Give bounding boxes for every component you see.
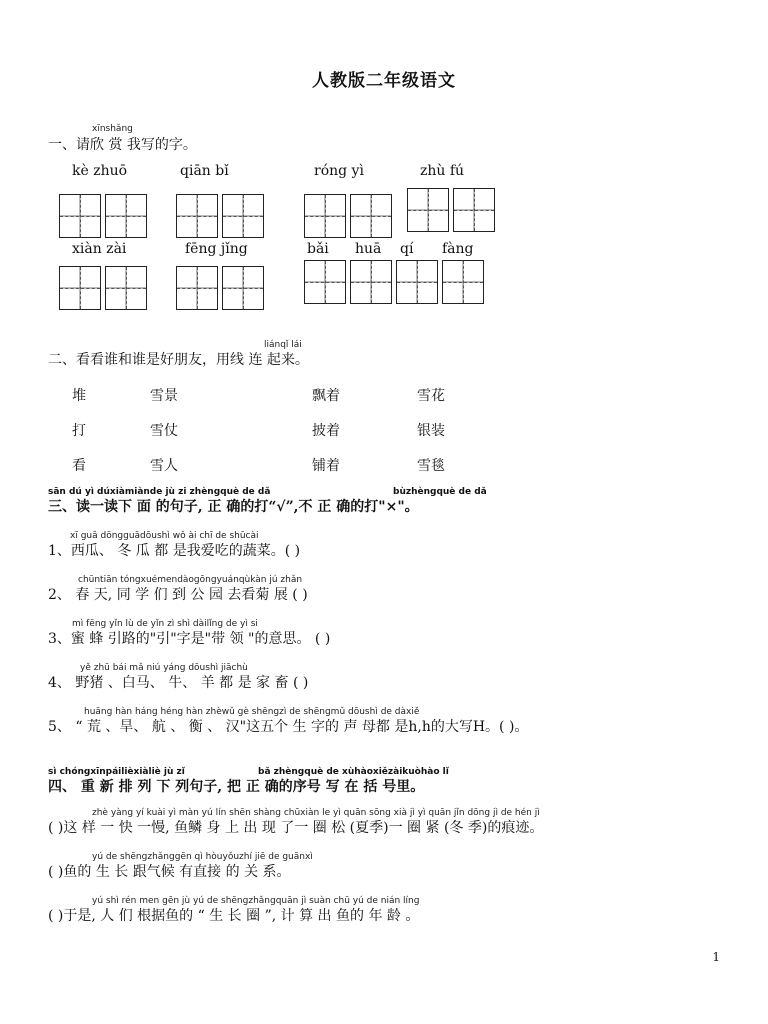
match-word: 雪景 (150, 388, 178, 404)
match-word: 雪仗 (150, 423, 178, 439)
section3-heading: 三、读一读下 面 的句子, 正 确的打“√”,不 正 确的打"×"。 (48, 499, 419, 515)
pinyin-label: kè zhuō (72, 163, 128, 179)
match-word: 看 (72, 458, 86, 474)
section3-heading-pinyin: sān dú yì dúxiàmiànde jù zi zhèngquè de dǎ (48, 487, 271, 497)
section1-heading: 一、请欣 赏 我写的字。 (48, 137, 197, 153)
sentence-pinyin: yú de shēngzhǎnggēn qì hòuyǒuzhí jiē de guānxì (92, 852, 313, 862)
pinyin-label: bǎi (307, 241, 329, 257)
section2-heading-pinyin: liánqǐ lái (264, 340, 302, 350)
pinyin-label: róng yì (314, 163, 364, 179)
writing-grid-box[interactable] (176, 266, 218, 310)
writing-grid-box[interactable] (407, 188, 449, 232)
pinyin-label: zhù fú (420, 163, 465, 179)
sentence-pinyin: xī guā dōngguādōushì wǒ ài chī de shūcài (70, 531, 259, 541)
pinyin-label: qí (400, 241, 414, 257)
writing-grid-box[interactable] (105, 194, 147, 238)
pinyin-label: huā (355, 241, 382, 257)
page-title: 人教版二年级语文 (312, 71, 456, 91)
writing-grid-box[interactable] (59, 194, 101, 238)
judgement-sentence: 3、蜜 蜂 引路的"引"字是"带 领 "的意思。 ( ) (48, 631, 331, 647)
page-number: 1 (712, 950, 720, 964)
writing-grid-box[interactable] (396, 260, 438, 304)
writing-grid-box[interactable] (442, 260, 484, 304)
pinyin-label: fēng jǐng (185, 241, 248, 257)
match-word: 银装 (417, 423, 445, 439)
section1-heading-pinyin: xīnshǎng (92, 124, 133, 134)
match-word: 堆 (72, 388, 86, 404)
writing-grid-box[interactable] (350, 260, 392, 304)
sentence-pinyin: chūntiān tóngxuémendàogōngyuánqùkàn jú zhǎn (78, 575, 303, 585)
sentence-pinyin: mì fēng yǐn lù de yǐn zì shì dàilǐng de yì si (72, 619, 258, 629)
match-word: 雪花 (417, 388, 445, 404)
writing-grid-box[interactable] (453, 188, 495, 232)
writing-grid-box[interactable] (304, 194, 346, 238)
sentence-pinyin: huāng hàn háng héng hàn zhèwǔ gè shēngzì de shēngmǔ dōushì de dàxiě (84, 707, 420, 717)
match-word: 雪毯 (417, 458, 445, 474)
writing-grid-box[interactable] (304, 260, 346, 304)
judgement-sentence: 1、西瓜、 冬 瓜 都 是我爱吃的蔬菜。( ) (48, 543, 301, 559)
writing-grid-box[interactable] (105, 266, 147, 310)
judgement-sentence: 5、 “ 荒 、旱、 航 、 衡 、 汉"这五个 生 字的 声 母都 是h,h的大写H。( )。 (48, 719, 529, 735)
sentence-pinyin: yě zhū bái mǎ niú yáng dōushì jiāchù (80, 663, 248, 673)
judgement-sentence: 4、 野猪 、白马、 牛、 羊 都 是 家 畜 ( ) (48, 675, 309, 691)
match-word: 雪人 (150, 458, 178, 474)
section2-heading: 二、看看谁和谁是好朋友，用线 连 起来。 (48, 352, 309, 368)
judgement-sentence: 2、 春 天, 同 学 们 到 公 园 去看菊 展 ( ) (48, 587, 308, 603)
sentence-pinyin: yú shì rén men gēn jù yú de shēngzhǎngquān jì suàn chū yú de nián líng (92, 896, 420, 906)
reorder-sentence: ( )这 样 一 快 一慢, 鱼鳞 身 上 出 现 了一 圈 松 (夏季)一 圈 紧 (冬 季)的痕迹。 (48, 820, 544, 836)
section4-heading-pinyin: bǎ zhèngquè de xùhàoxiězàikuòhào lǐ (258, 767, 449, 777)
section4-heading: 四、 重 新 排 列 下 列句子, 把 正 确的序号 写 在 括 号里。 (48, 779, 425, 795)
writing-grid-box[interactable] (176, 194, 218, 238)
writing-grid-box[interactable] (59, 266, 101, 310)
writing-grid-box[interactable] (350, 194, 392, 238)
pinyin-label: fàng (442, 241, 474, 257)
section3-heading-pinyin: bùzhèngquè de dǎ (393, 487, 487, 497)
match-word: 打 (72, 423, 86, 439)
reorder-sentence: ( )鱼的 生 长 跟气候 有直接 的 关 系。 (48, 864, 291, 880)
reorder-sentence: ( )于是, 人 们 根据鱼的 “ 生 长 圈 ”, 计 算 出 鱼的 年 龄 。 (48, 908, 420, 924)
section4-heading-pinyin: sì chóngxīnpáilièxiàliè jù zǐ (48, 767, 185, 777)
pinyin-label: xiàn zài (72, 241, 127, 257)
sentence-pinyin: zhè yàng yí kuài yì màn yú lín shēn shàng chūxiàn le yì quān sōng xià jì yì quān jǐn dōng jì de hén jì (92, 808, 540, 818)
match-word: 披着 (312, 423, 340, 439)
writing-grid-box[interactable] (222, 194, 264, 238)
writing-grid-box[interactable] (222, 266, 264, 310)
match-word: 铺着 (312, 458, 340, 474)
pinyin-label: qiān bǐ (180, 163, 229, 179)
match-word: 飘着 (312, 388, 340, 404)
